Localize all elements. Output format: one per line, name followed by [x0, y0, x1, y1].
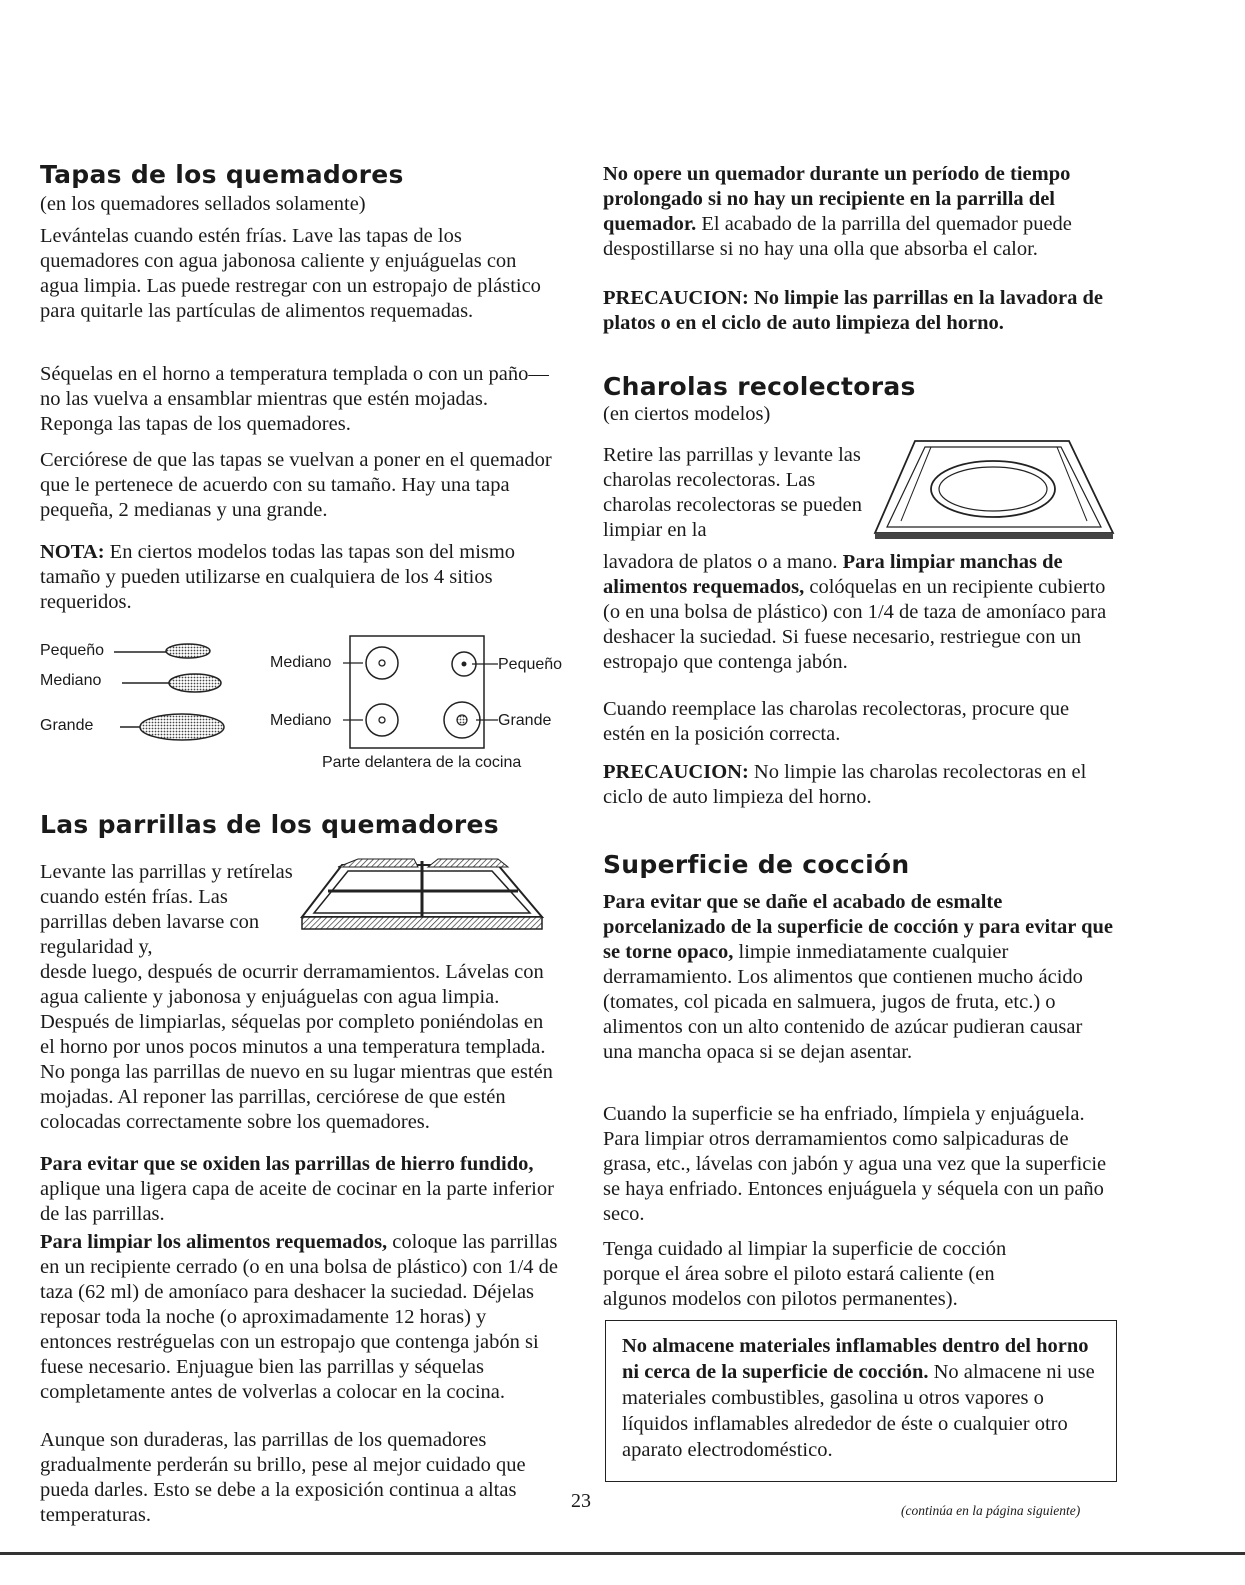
- grates-paragraph-4: Aunque son duraderas, las parrillas de los quemadores gradualmente perderán su brillo, pese al mejor cuidado que pueda darles. Esto se debe a la exposición continua a altas temperaturas.: [40, 1429, 526, 1526]
- cap-small-label: Pequeño: [40, 642, 105, 659]
- flammable-warning: [622, 1333, 1102, 1463]
- cooktop-paragraph-1: [603, 890, 1115, 1065]
- drip-pans-subheading: (en ciertos modelos): [603, 403, 771, 425]
- burner-caps-note: [40, 540, 550, 615]
- note-text: En ciertos modelos todas las tapas son del mismo tamaño y pueden utilizarse en cualquiera de los 4 sitios requeridos.: [40, 541, 516, 613]
- warning-text: El acabado de la parrilla del quemador puede despostillarse si no hay una olla que absorba el calor.: [603, 213, 1072, 260]
- page-number: 23: [571, 1490, 591, 1512]
- burner-grate-illustration: [298, 855, 548, 935]
- grates-paragraph-3: [40, 1230, 560, 1405]
- layout-left-top-label: Mediano: [270, 654, 332, 671]
- small-cap-icon: [166, 644, 210, 658]
- burner-layout-figure: [270, 634, 575, 784]
- cooktop-paragraph-2: Cuando la superficie se ha enfriado, límpiela y enjuáguela. Para limpiar otros derramamientos como salpicaduras de grasa, etc., lávelas con jabón y agua una vez que la superficie se haya enfriado. Entonces enjuáguela y séquela con un paño seco.: [603, 1103, 1107, 1225]
- layout-right-top-label: Pequeño: [498, 656, 563, 673]
- layout-right-bottom-label: Grande: [498, 712, 552, 729]
- drip-pans-paragraph-wrap: Retire las parrillas y levante las charolas recolectoras. Las charolas recolectoras se pueden limpiar en la: [603, 444, 862, 541]
- drip-pan-illustration: [871, 437, 1121, 545]
- cooktop-text: limpie inmediatamente cualquier derramamiento. Los alimentos que contienen mucho ácido (tomates, col picada en salmuera, jugos de fruta, etc.) o alimentos con un alto contenido de azúcar pudieran causar una mancha opaca si se dejan asentar.: [603, 941, 1083, 1063]
- grates-heading: Las parrillas de los quemadores: [40, 810, 499, 839]
- continued-note: (continúa en la página siguiente): [901, 1503, 1081, 1518]
- cap-illustrations: [40, 640, 280, 750]
- cooktop-bold: Para evitar que se dañe el acabado de esmalte porcelanizado de la superficie de cocción y para evitar que se torne opaco,: [603, 891, 1113, 963]
- burner-icon-medium-top: [366, 647, 398, 679]
- grates-burned-bold: Para limpiar los alimentos requemados,: [40, 1231, 388, 1253]
- grates-rust-text: aplique una ligera capa de aceite de cocinar en la parte inferior de las parrillas.: [40, 1178, 554, 1225]
- bottom-border: [0, 1552, 1245, 1555]
- layout-left-bottom-label: Mediano: [270, 712, 332, 729]
- warning-paragraph: [603, 162, 1115, 262]
- cooktop-heading: Superficie de cocción: [603, 850, 910, 879]
- cap-sizes-figure: [40, 640, 280, 740]
- drip-pans-caution-label: PRECAUCION:: [603, 761, 749, 783]
- flammable-warning-text: No almacene ni use materiales combustibles, gasolina u otros vapores o líquidos inflamables alrededor de éste o cualquier otro aparato electrodoméstico.: [622, 1361, 1095, 1461]
- cap-medium-label: Mediano: [40, 672, 102, 689]
- drip-pans-caution-text: No limpie las charolas recolectoras en el ciclo de auto limpieza del horno.: [603, 761, 1087, 808]
- burner-caps-paragraph-3: Cerciórese de que las tapas se vuelvan a poner en el quemador que le pertenece de acuerdo con su tamaño. Hay una tapa pequeña, 2 medianas y una grande.: [40, 449, 552, 521]
- flammable-warning-box: [605, 1320, 1117, 1482]
- grates-paragraph-2: [40, 1152, 555, 1227]
- grates-paragraph-wrap: Levante las parrillas y retírelas cuando estén frías. Las parrillas deben lavarse con regularidad y,: [40, 861, 293, 958]
- cooktop-layout-diagram: [270, 634, 575, 759]
- grates-rust-bold: Para evitar que se oxiden las parrillas de hierro fundido,: [40, 1153, 534, 1175]
- grates-burned-text: coloque las parrillas en un recipiente cerrado (o en una bolsa de plástico) con 1/4 de taza (62 ml) de amoníaco para deshacer la suciedad. Déjelas reposar toda la noche (o aproximadamente 12 horas) y entonces restréguelas con un estropajo que contenga jabón si fuese necesario. Enjuague bien las parrillas y séquelas completamente antes de volverlas a colocar en la cocina.: [40, 1231, 558, 1403]
- burner-caps-paragraph-1: Levántelas cuando estén frías. Lave las tapas de los quemadores con agua jabonosa caliente y enjuáguelas con agua limpia. Las puede restregar con un estropajo de plástico para quitarle las partículas de alimentos requemadas.: [40, 225, 541, 322]
- drip-pans-text-2: colóquelas en un recipiente cubierto (o en una bolsa de plástico) con 1/4 de taza de amoníaco para deshacer la suciedad. Si fuese necesario, restriegue con un estropajo que contenga jabón.: [603, 576, 1107, 673]
- drip-pans-paragraph-2: Cuando reemplace las charolas recolectoras, procure que estén en la posición correcta.: [603, 698, 1070, 745]
- burner-caps-subheading: (en los quemadores sellados solamente): [40, 193, 366, 215]
- large-cap-icon: [140, 714, 224, 740]
- flammable-warning-bold: No almacene materiales inflamables dentro del horno ni cerca de la superficie de cocción.: [622, 1335, 1089, 1383]
- drip-pans-bold: Para limpiar manchas de alimentos requemados,: [603, 551, 1063, 598]
- drip-pans-paragraph-1: [603, 550, 1115, 675]
- grates-paragraph-1: desde luego, después de ocurrir derramamientos. Lávelas con agua caliente y jabonosa y enjuáguelas con agua limpia. Después de limpiarlas, séquelas por completo poniéndolas en el horno por unos pocos minutos a una temperatura templada. No ponga las parrillas de nuevo en su lugar mientras que estén mojadas. Al reponer las parrillas, cerciórese de que estén colocadas correctamente sobre los quemadores.: [40, 961, 553, 1133]
- drip-pans-caution: [603, 760, 1115, 810]
- note-label: NOTA:: [40, 541, 105, 563]
- caution-grates: PRECAUCION: No limpie las parrillas en la lavadora de platos o en el ciclo de auto limpieza del horno.: [603, 287, 1103, 334]
- burner-caps-paragraph-2: Séquelas en el horno a temperatura templada o con un paño—no las vuelva a ensamblar mientras que estén mojadas. Reponga las tapas de los quemadores.: [40, 363, 549, 435]
- cooktop-paragraph-3: Tenga cuidado al limpiar la superficie de cocción porque el área sobre el piloto estará caliente (en algunos modelos con pilotos permanentes).: [603, 1238, 1007, 1310]
- layout-caption: Parte delantera de la cocina: [322, 754, 522, 771]
- burner-icon-medium-bottom: [366, 704, 398, 736]
- warning-bold: No opere un quemador durante un período de tiempo prolongado si no hay un recipiente en la parrilla del quemador.: [603, 163, 1071, 235]
- drip-pans-heading: Charolas recolectoras: [603, 372, 916, 401]
- cap-large-label: Grande: [40, 717, 94, 734]
- medium-cap-icon: [169, 674, 221, 692]
- burner-caps-heading: Tapas de los quemadores: [40, 160, 404, 189]
- drip-pans-text-1: lavadora de platos o a mano.: [603, 551, 843, 573]
